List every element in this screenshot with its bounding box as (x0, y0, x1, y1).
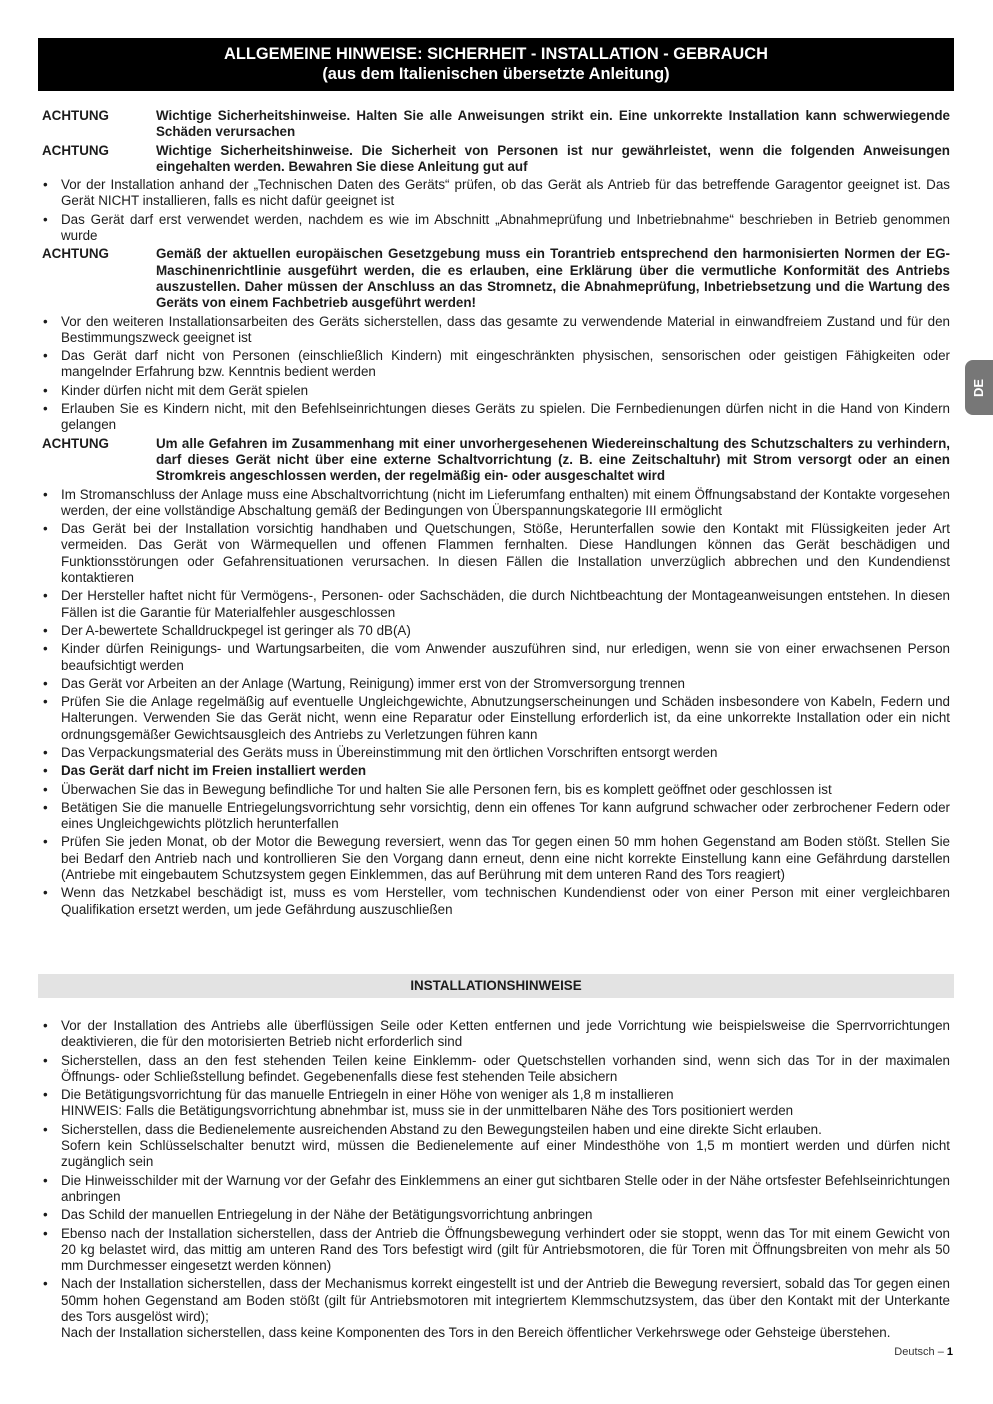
bullet-text: Vor der Installation anhand der „Technischen Daten des Geräts“ prüfen, ob das Gerät als Antrieb für das betreffende Garagentor geeignet ist. Das Gerät NICHT installieren, falls es nicht dafür geeignet ist (61, 177, 950, 209)
bullet-icon: • (43, 382, 48, 398)
bullet-item (42, 641, 950, 674)
bullet-text-line: Ebenso nach der Installation sicherstellen, dass der Antrieb die Öffnungsbewegung verhindert oder sie stoppt, wenn das Tor mit einem Gewicht von 20 kg belastet wird, das mittig am unteren Rand des Tors befestigt wird (gilt für Antriebsmotoren, die für Toren mit Öffnungsbreiten von mehr als 50 mm Durchmesser eingesetzt werden können) (61, 1225, 950, 1274)
bullet-icon: • (43, 1172, 48, 1188)
warning-block (42, 108, 950, 141)
bullet-icon: • (43, 1225, 48, 1241)
bullet-text: Vor den weiteren Installationsarbeiten des Geräts sicherstellen, dass das gesamte zu verwendende Material in einwandfreiem Zustand und für den Bestimmungszweck geeignet ist (61, 313, 950, 345)
bullet-text: Betätigen Sie die manuelle Entriegelungsvorrichtung sehr vorsichtig, denn ein offenes Tor kann aufgrund schwacher oder zerbrochener Federn oder eines Ungleichgewichts plötzlich herunterfallen (61, 799, 950, 832)
warning-label: ACHTUNG (42, 435, 109, 451)
bullet-icon: • (43, 348, 48, 364)
bullet-text: Das Gerät darf nicht von Personen (einschließlich Kindern) mit eingeschränkten physischen, sensorischen oder geistigen Fähigkeiten oder mangelnder Erfahrung bzw. Kenntnis bedient werden (61, 348, 950, 380)
bullet-item (42, 694, 950, 743)
bullet-text: Der A-bewertete Schalldruckpegel ist geringer als 70 dB(A) (61, 622, 411, 638)
installation-notes-heading: INSTALLATIONSHINWEISE (38, 974, 954, 998)
bullet-icon: • (43, 1052, 48, 1068)
bullet-text: Das Gerät darf erst verwendet werden, nachdem es wie im Abschnitt „Abnahmeprüfung und Inbetriebnahme“ beschrieben in Betrieb genommen wurde (61, 211, 950, 244)
bullet-item (42, 177, 950, 210)
bullet-item (42, 487, 950, 520)
bullet-text (61, 1173, 950, 1206)
bullet-icon: • (43, 744, 48, 760)
warning-label: ACHTUNG (42, 246, 109, 262)
page-title: ALLGEMEINE HINWEISE: SICHERHEIT - INSTALLATION - GEBRAUCH (224, 45, 768, 63)
bullet-text (61, 1087, 950, 1120)
bullet-icon: • (43, 1121, 48, 1137)
warning-text: Wichtige Sicherheitshinweise. Halten Sie alle Anweisungen strikt ein. Eine unkorrekte Installation kann schwerwiegende Schäden verursachen (156, 108, 950, 140)
bullet-text: Das Gerät vor Arbeiten an der Anlage (Wartung, Reinigung) immer erst von der Stromversorgung trennen (61, 675, 685, 691)
warning-text: Wichtige Sicherheitshinweise. Die Sicherheit von Personen ist nur gewährleistet, wenn die folgenden Anweisungen eingehalten werden. Bewahren Sie diese Anleitung gut auf (156, 142, 950, 174)
page-footer (894, 1344, 953, 1360)
bullet-icon: • (43, 675, 48, 691)
bullet-text-line: Das Schild der manuellen Entriegelung in der Nähe der Betätigungsvorrichtung anbringen (61, 1207, 593, 1223)
bullet-item (42, 348, 950, 381)
warning-label: ACHTUNG (42, 108, 109, 123)
bullet-icon: • (43, 313, 48, 329)
bullet-item (42, 676, 950, 692)
bullet-text: Kinder dürfen Reinigungs- und Wartungsarbeiten, die vom Anwender auszuführen sind, nur erledigen, wenn sie von einer erwachsenen Person beaufsichtigt werden (61, 641, 950, 673)
bullet-item (42, 1087, 950, 1120)
bullet-item (42, 745, 950, 761)
bullet-icon: • (43, 401, 48, 417)
bullet-icon: • (43, 781, 48, 797)
bullet-text: Das Verpackungsmaterial des Geräts muss in Übereinstimmung mit den örtlichen Vorschriften entsorgt werden (61, 744, 718, 760)
bullet-item (42, 1207, 950, 1223)
bullet-text: Kinder dürfen nicht mit dem Gerät spielen (61, 382, 309, 398)
bullet-icon: • (43, 885, 48, 901)
bullet-text-line: Vor der Installation des Antriebs alle überflüssigen Seile oder Ketten entfernen und jede Vorrichtung wie beispielsweise die Sperrvorrichtungen deaktivieren, die für den motorisierten Betrieb nicht erforderlich sind (61, 1018, 950, 1050)
bullet-icon: • (43, 763, 48, 779)
language-tab-label: DE (970, 378, 986, 397)
bullet-item (42, 383, 950, 399)
bullet-text: Der Hersteller haftet nicht für Vermögens-, Personen- oder Sachschäden, die durch Nichtbeachtung der Montageanweisungen entstehen. In diesen Fällen ist die Garantie für Materialfehler ausgeschlossen (61, 588, 950, 620)
page-subtitle: (aus dem Italienischen übersetzte Anleitung) (322, 65, 670, 83)
bullet-icon: • (43, 694, 48, 710)
bullet-text: Das Gerät bei der Installation vorsichtig handhaben und Quetschungen, Stöße, Herunterfallen sowie den Kontakt mit Flüssigkeiten jeder Art vermeiden. Das Gerät von Wärmequellen und offenen Flammen fernhalten. Diese Handlungen können das Gerät beschädigen und Funktionsstörungen oder Gefahrensituationen verursachen. In diesen Fällen die Installation unverzüglich abbrechen und den Kundendienst kontaktieren (61, 521, 950, 586)
bullet-icon: • (43, 177, 48, 193)
bullet-icon: • (43, 211, 48, 227)
bullet-item (42, 885, 950, 918)
bullet-icon: • (43, 622, 48, 638)
bullet-item (42, 588, 950, 621)
bullet-text (61, 1226, 950, 1275)
bullet-item (42, 521, 950, 586)
bullet-icon: • (43, 1276, 48, 1292)
warning-block (42, 436, 950, 485)
bullet-text (61, 1122, 950, 1171)
bullet-item (42, 1053, 950, 1086)
bullet-text (61, 1018, 950, 1051)
bullet-item (42, 1122, 950, 1171)
bullet-item (42, 782, 950, 798)
bullet-icon: • (43, 1087, 48, 1103)
bullet-text-line: Nach der Installation sicherstellen, dass der Mechanismus korrekt eingestellt ist und der Antrieb die Bewegung reversiert, sobald das Tor gegen einen 50mm hohen Gegenstand am Boden stößt (gilt für Antriebsmotoren mit integriertem Klemmschutzsystem, das über den Kontakt mit der Unterkante des Tors ausgelöst wird); (61, 1276, 950, 1325)
installation-notes-section (42, 1018, 950, 1344)
bullet-text-line: Die Betätigungsvorrichtung für das manuelle Entriegeln in einer Höhe von weniger als 1,8 m installieren (61, 1087, 674, 1103)
bullet-item (42, 1226, 950, 1275)
bullet-text-line: HINWEIS: Falls die Betätigungsvorrichtung abnehmbar ist, muss sie in der unmittelbaren Nähe des Tors positioniert werden (61, 1103, 794, 1119)
bullet-item (42, 623, 950, 639)
bullet-item (42, 401, 950, 434)
bullet-text-line: Sicherstellen, dass an den fest stehenden Teilen keine Einklemm- oder Quetschstellen vorhanden sind, wenn sich das Tor in der maximalen Öffnungs- oder Schließstellung befindet. Gegebenenfalls diese fest stehenden Teile absichern (61, 1052, 950, 1084)
bullet-text-line: Sofern kein Schlüsselschalter benutzt wird, müssen die Bedienelemente auf einer Mindesthöhe von 1,5 m montiert werden und dürfen nicht zugänglich sein (61, 1138, 950, 1170)
bullet-item (42, 834, 950, 883)
bullet-text-line: Sicherstellen, dass die Bedienelemente ausreichenden Abstand zu den Bewegungsteilen haben und eine direkte Sicht erlauben. (61, 1121, 822, 1137)
bullet-text: Prüfen Sie jeden Monat, ob der Motor die Bewegung reversiert, wenn das Tor gegen einen 50 mm hohen Gegenstand am Boden stößt. Stellen Sie bei Bedarf den Antrieb nach und kontrollieren Sie den Vorgang dann erneut, denn eine nicht korrekte Einstellung kann eine Gefährdung darstellen (Antriebe mit eingebautem Schutzsystem gegen Einklemmen, das auf Berührung mit dem unteren Rand des Tors reagiert) (61, 834, 950, 883)
bullet-text: Das Gerät darf nicht im Freien installiert werden (61, 763, 367, 779)
bullet-icon: • (43, 1207, 48, 1223)
bullet-text-line: Die Hinweisschilder mit der Warnung vor der Gefahr des Einklemmens an einer gut sichtbaren Stelle oder in der Nähe ortsfester Befehlseinrichtungen anbringen (61, 1172, 950, 1204)
bullet-icon: • (43, 588, 48, 604)
bullet-text: Erlauben Sie es Kindern nicht, mit den Befehlseinrichtungen dieses Geräts zu spielen. Die Fernbedienungen dürfen nicht in die Hand von Kindern gelangen (61, 401, 950, 433)
warning-block (42, 246, 950, 311)
bullet-text (61, 1053, 950, 1086)
language-tab[interactable] (965, 360, 993, 415)
bullet-text: Überwachen Sie das in Bewegung befindliche Tor und halten Sie alle Personen fern, bis es komplett geöffnet oder geschlossen ist (61, 781, 832, 797)
page-title-bar (38, 38, 954, 91)
bullet-item (42, 1018, 950, 1051)
bullet-item (42, 800, 950, 833)
bullet-text-line: Nach der Installation sicherstellen, dass keine Komponenten des Tors in den Bereich öffentlicher Verkehrswege oder Gehsteige überstehen. (61, 1325, 891, 1341)
bullet-item (42, 1276, 950, 1341)
warning-text: Gemäß der aktuellen europäischen Gesetzgebung muss ein Torantrieb entsprechend den harmonisierten Normen der EG-Maschinenrichtlinie ausgeführt werden, die es erlauben, eine Erklärung über die vermutliche Konformität des Antriebs auszustellen. Daher müssen der Anschluss an das Stromnetz, die Abnahmeprüfung, Inbetriebsetzung und die Wartung des Geräts von einem Fachbetrieb ausgeführt werden! (156, 246, 950, 311)
bullet-icon: • (43, 834, 48, 850)
bullet-text (61, 1276, 950, 1341)
footer-language: Deutsch – (894, 1346, 944, 1358)
bullet-icon: • (43, 486, 48, 502)
bullet-item (42, 763, 950, 779)
bullet-text: Im Stromanschluss der Anlage muss eine Abschaltvorrichtung (nicht im Lieferumfang enthalten) mit einem Öffnungsabstand der Kontakte vorgesehen werden, der eine vollständige Abschaltung gemäß der Bedingungen von Überspannungskategorie III ermöglicht (61, 486, 950, 518)
bullet-icon: • (43, 521, 48, 537)
safety-notes-section (42, 108, 950, 920)
bullet-icon: • (43, 1018, 48, 1033)
bullet-item (42, 212, 950, 245)
bullet-icon: • (43, 799, 48, 815)
bullet-item (42, 314, 950, 347)
bullet-text (61, 1207, 950, 1223)
bullet-icon: • (43, 641, 48, 657)
bullet-text: Wenn das Netzkabel beschädigt ist, muss es vom Hersteller, vom technischen Kundendienst oder von einer Person mit einer vergleichbaren Qualifikation ersetzt werden, um jede Gefährdung auszuschließen (61, 885, 950, 917)
warning-label: ACHTUNG (42, 142, 109, 158)
page-number: 1 (946, 1346, 953, 1358)
bullet-item (42, 1173, 950, 1206)
warning-block (42, 143, 950, 176)
warning-text: Um alle Gefahren im Zusammenhang mit einer unvorhergesehenen Wiedereinschaltung des Schutzschalters zu verhindern, darf dieses Gerät nicht über eine externe Schaltvorrichtung (z. B. eine Zeitschaltuhr) mit Strom versorgt oder an einen Stromkreis angeschlossen werden, der regelmäßig ein- oder ausgeschaltet wird (156, 435, 950, 484)
bullet-text: Prüfen Sie die Anlage regelmäßig auf eventuelle Ungleichgewichte, Abnutzungserscheinungen und Schäden insbesondere von Kabeln, Federn und Halterungen. Verwenden Sie das Gerät nicht, wenn eine Reparatur oder Einstellung erforderlich ist, da eine unkorrekte Installation oder ein nicht ordnungsgemäßer Gewichtsausgleich des Antriebs zu Verletzungen führen kann (61, 694, 950, 742)
